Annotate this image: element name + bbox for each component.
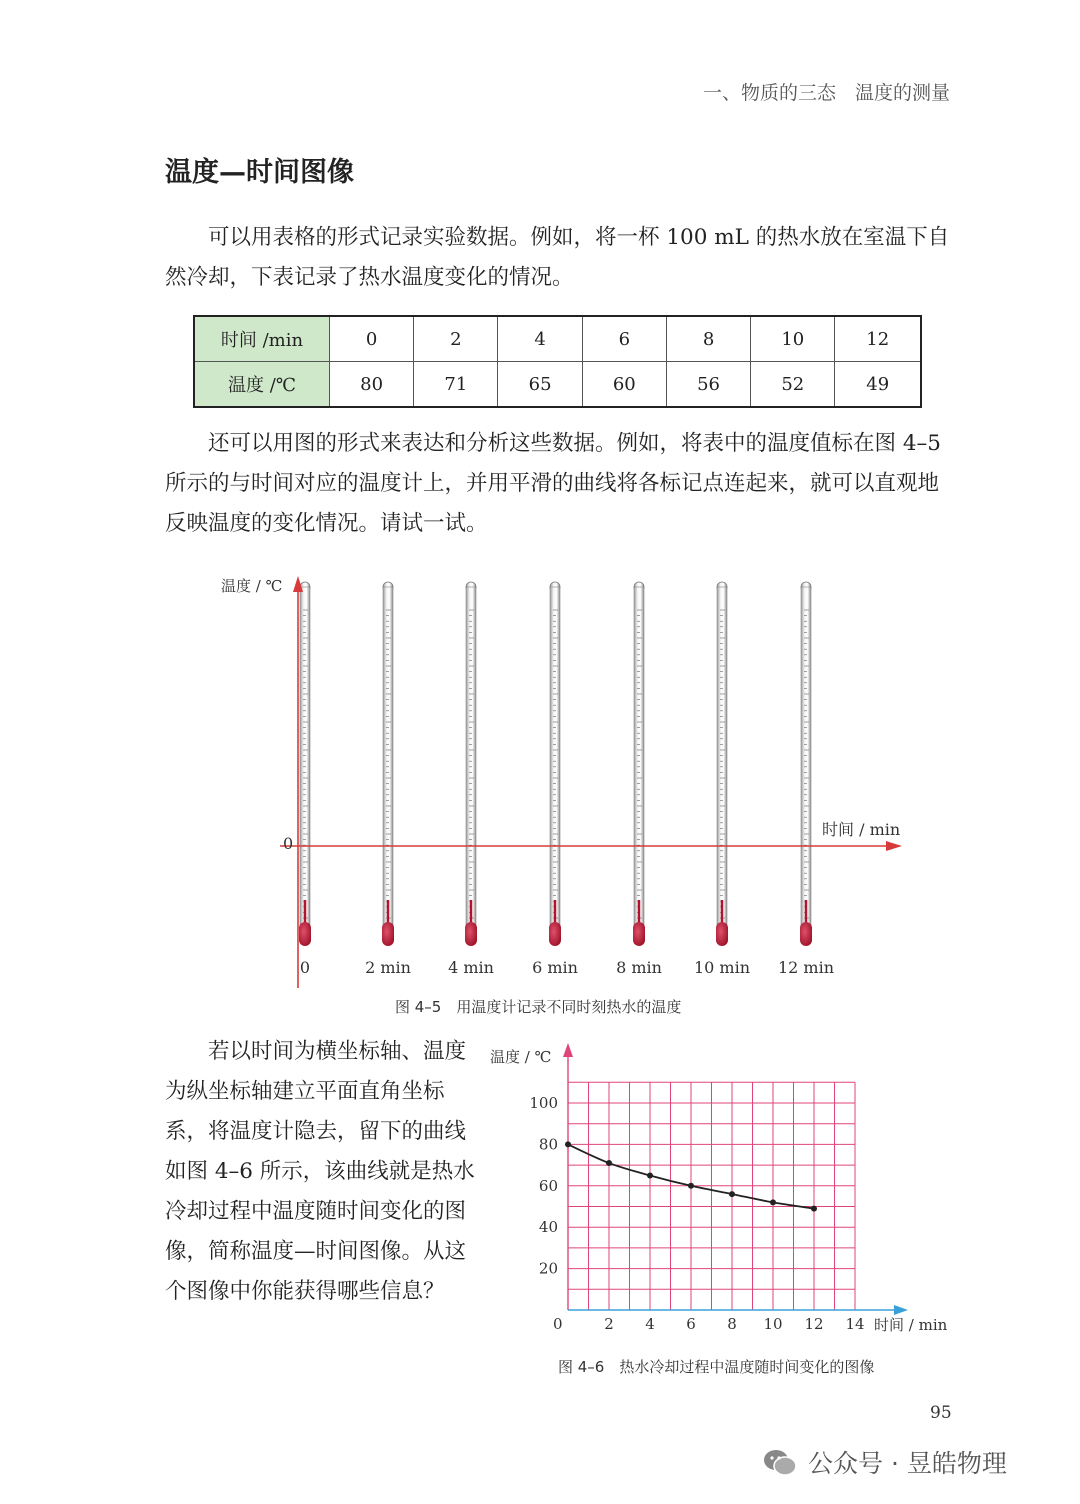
x-tick-label: 4 (645, 1315, 655, 1333)
data-point (729, 1191, 735, 1197)
watermark-text: 公众号 · 昱皓物理 (808, 1449, 1007, 1478)
chart-ylabel: 温度 / ℃ (490, 1048, 552, 1066)
table-cell: 12 (835, 316, 921, 362)
table-cell: 8 (666, 316, 750, 362)
chart-y-arrow-icon (563, 1043, 573, 1057)
x-tick-label: 14 (845, 1315, 865, 1333)
temperature-time-chart (480, 1035, 960, 1345)
fig45-xlabel: 时间 / min (822, 820, 901, 839)
thermometer-figure (0, 570, 1080, 990)
table-cell: 49 (835, 362, 921, 408)
table-cell: 52 (751, 362, 835, 408)
y-tick-label: 60 (538, 1176, 558, 1195)
thermometer-bulb (299, 922, 311, 946)
data-point (811, 1206, 817, 1212)
paragraph-3-text: 若以时间为横坐标轴、温度为纵坐标轴建立平面直角坐标系，将温度计隐去，留下的曲线如图 4–6 所示，该曲线就是热水冷却过程中温度随时间变化的图像，简称温度—时间图像。从这个图像中你能获得哪些信息？ (165, 1039, 475, 1304)
x-tick-label: 2 (604, 1315, 614, 1333)
data-table (193, 315, 922, 408)
thermometer (465, 582, 477, 946)
y-tick-label: 20 (538, 1259, 558, 1278)
data-point (647, 1172, 653, 1178)
thermometer-bulb (465, 922, 477, 946)
thermometer-label: 10 min (693, 958, 751, 977)
chart-xlabel: 时间 / min (874, 1316, 948, 1334)
thermometer-label: 0 (299, 958, 311, 977)
table-cell: 2 (414, 316, 498, 362)
thermometer-label: 2 min (365, 958, 411, 977)
fig45-zero: 0 (283, 834, 294, 853)
table-cell: 4 (498, 316, 582, 362)
page-number: 95 (930, 1403, 952, 1423)
y-tick-label: 80 (538, 1135, 558, 1154)
paragraph-2 (165, 424, 955, 544)
x-tick-label: 10 (763, 1315, 783, 1333)
table-cell: 0 (330, 316, 414, 362)
thermometer-bulb (800, 922, 812, 946)
watermark (762, 1444, 1007, 1480)
wechat-icon (762, 1447, 798, 1477)
table-cell: 6 (582, 316, 666, 362)
fig45-ylabel: 温度 / ℃ (221, 577, 283, 595)
data-point (565, 1141, 571, 1147)
x-tick-label: 12 (804, 1315, 824, 1333)
table-row-time (194, 316, 921, 362)
x-axis-arrow-icon (886, 841, 902, 851)
thermometer (716, 582, 728, 946)
chart-origin: 0 (553, 1315, 563, 1333)
y-tick-label: 100 (529, 1094, 558, 1112)
thermometer-label: 8 min (616, 958, 662, 977)
x-tick-label: 8 (727, 1315, 737, 1333)
paragraph-1-text: 可以用表格的形式记录实验数据。例如，将一杯 100 mL 的热水放在室温下自然冷却，下表记录了热水温度变化的情况。 (165, 225, 950, 290)
y-tick-label: 40 (538, 1218, 558, 1237)
thermometer-label: 4 min (448, 958, 494, 977)
table-cell: 65 (498, 362, 582, 408)
data-point (606, 1160, 612, 1166)
table-cell: 10 (751, 316, 835, 362)
section-title: 温度—时间图像 (165, 157, 354, 188)
thermometer (299, 582, 311, 946)
data-point (770, 1199, 776, 1205)
table-header-time: 时间 /min (194, 316, 330, 362)
chapter-header: 一、物质的三态 温度的测量 (702, 82, 950, 104)
thermometer (382, 582, 394, 946)
paragraph-2-text: 还可以用图的形式来表达和分析这些数据。例如，将表中的温度值标在图 4–5 所示的与时间对应的温度计上，并用平滑的曲线将各标记点连起来，就可以直观地反映温度的变化情况。请试一试。 (165, 431, 941, 536)
table-row-temp (194, 362, 921, 408)
table-cell: 60 (582, 362, 666, 408)
thermometer (800, 582, 812, 946)
table-cell: 71 (414, 362, 498, 408)
thermometer-bulb (716, 922, 728, 946)
thermometer-bulb (382, 922, 394, 946)
thermometer-bulb (633, 922, 645, 946)
chart-x-arrow-icon (894, 1305, 908, 1315)
table-cell: 56 (666, 362, 750, 408)
paragraph-1 (165, 218, 955, 298)
fig46-caption: 图 4–6 热水冷却过程中温度随时间变化的图像 (558, 1358, 875, 1376)
thermometer-label: 6 min (532, 958, 578, 977)
x-tick-label: 6 (686, 1315, 696, 1333)
thermometer (633, 582, 645, 946)
table-cell: 80 (330, 362, 414, 408)
thermometer-label: 12 min (777, 958, 835, 977)
fig45-caption: 图 4–5 用温度计记录不同时刻热水的温度 (395, 998, 682, 1016)
chart-grid (568, 1082, 855, 1310)
thermometers (299, 582, 812, 946)
thermometer-bulb (549, 922, 561, 946)
data-point (688, 1183, 694, 1189)
thermometer (549, 582, 561, 946)
table-header-temp: 温度 /℃ (194, 362, 330, 408)
thermometer-labels (300, 958, 834, 977)
paragraph-3 (165, 1032, 475, 1312)
